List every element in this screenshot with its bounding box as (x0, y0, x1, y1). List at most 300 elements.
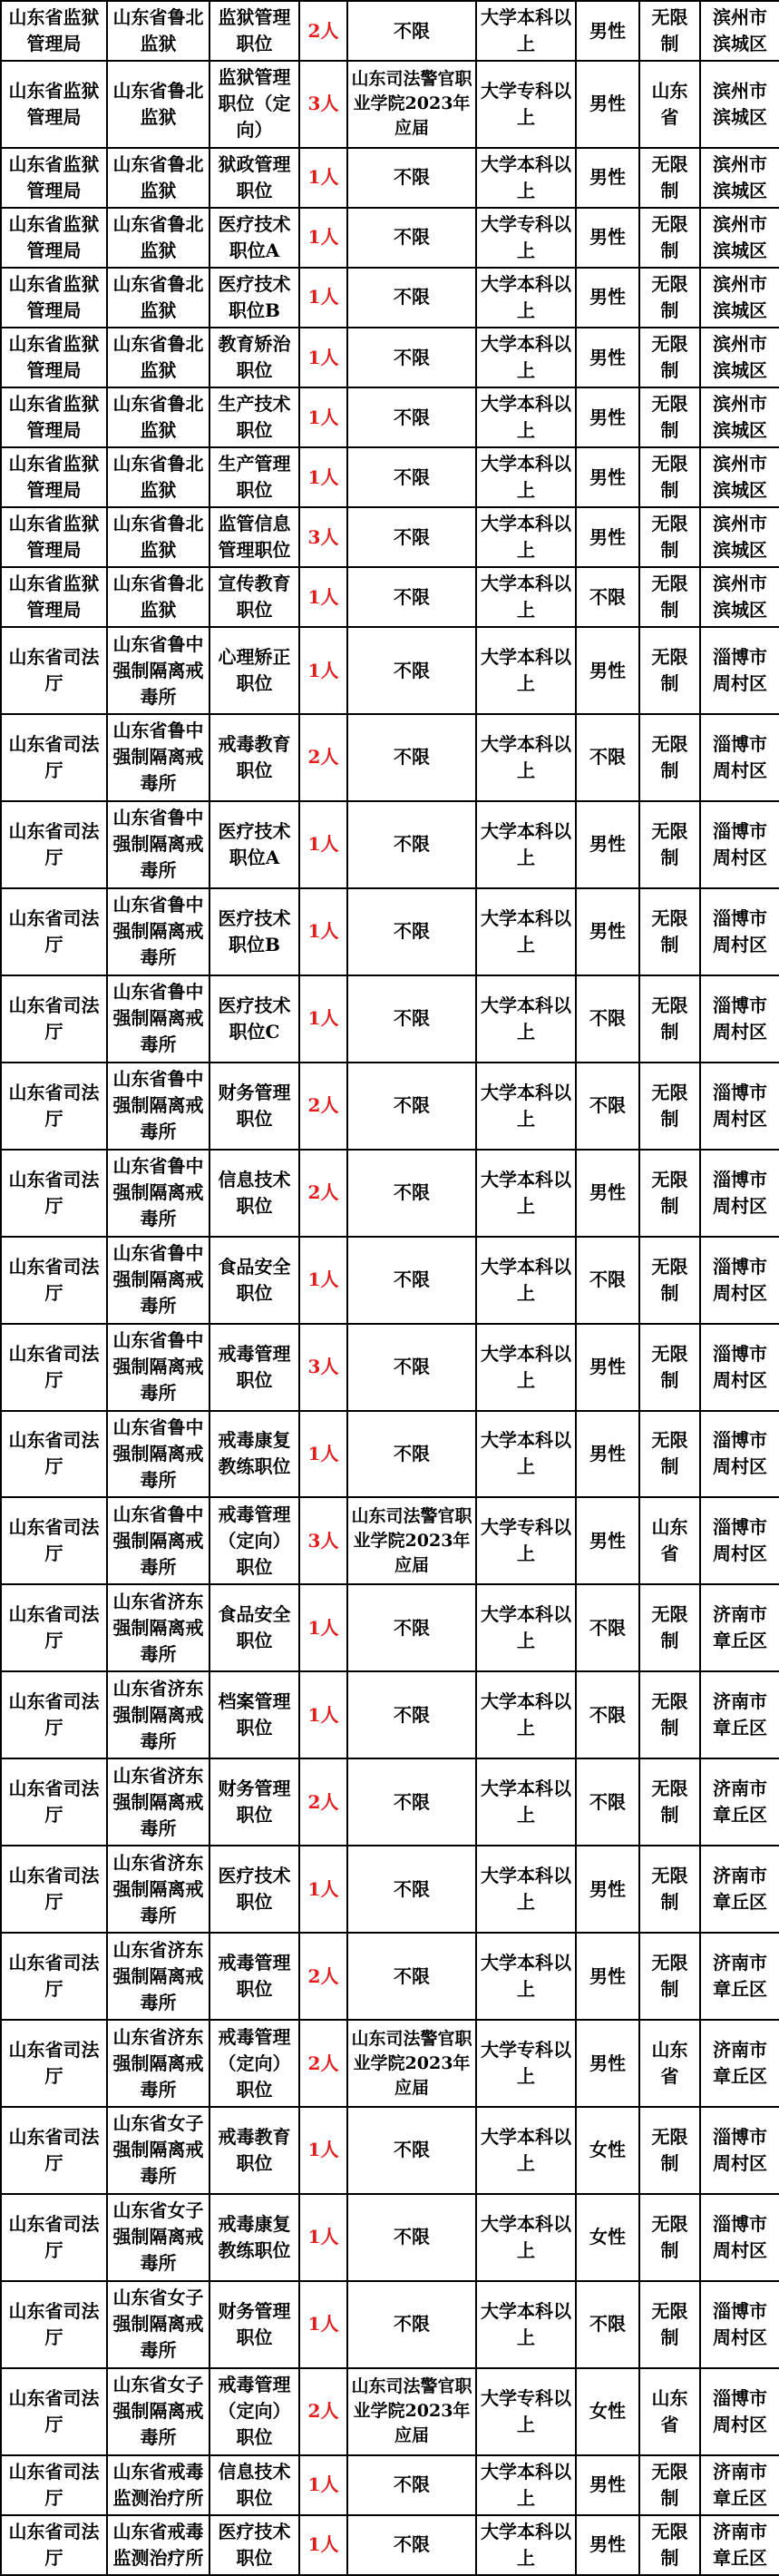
cell-education: 大学本科以上 (476, 2194, 576, 2281)
cell-household-origin: 无限制 (639, 1671, 700, 1758)
cell-headcount: 1人 (299, 2281, 347, 2368)
cell-gender: 不限 (576, 1671, 639, 1758)
cell-department: 山东省司法厅 (1, 714, 107, 801)
cell-education: 大学本科以上 (476, 387, 576, 447)
cell-gender: 男性 (576, 328, 639, 387)
cell-position: 戒毒管理（定向）职位 (209, 2020, 299, 2107)
cell-major-requirement: 不限 (347, 1933, 476, 2020)
cell-position: 心理矫正职位 (209, 627, 299, 714)
cell-education: 大学本科以上 (476, 1411, 576, 1498)
cell-headcount: 1人 (299, 1671, 347, 1758)
cell-department: 山东省监狱管理局 (1, 328, 107, 387)
cell-household-origin: 无限制 (639, 447, 700, 507)
cell-headcount: 2人 (299, 1, 347, 61)
cell-organization: 山东省鲁中强制隔离戒毒所 (107, 1411, 209, 1498)
cell-department: 山东省司法厅 (1, 2020, 107, 2107)
cell-organization: 山东省鲁中强制隔离戒毒所 (107, 801, 209, 888)
cell-headcount: 1人 (299, 627, 347, 714)
cell-department: 山东省司法厅 (1, 975, 107, 1063)
cell-household-origin: 山东省 (639, 2368, 700, 2455)
cell-major-requirement: 不限 (347, 801, 476, 888)
table-row (1, 2194, 779, 2281)
table-row (1, 2515, 779, 2575)
cell-organization: 山东省济东强制隔离戒毒所 (107, 1671, 209, 1758)
cell-headcount: 1人 (299, 1584, 347, 1671)
cell-organization: 山东省鲁中强制隔离戒毒所 (107, 1150, 209, 1237)
cell-department: 山东省司法厅 (1, 2455, 107, 2515)
cell-gender: 不限 (576, 1063, 639, 1150)
cell-education: 大学专科以上 (476, 2368, 576, 2455)
cell-work-location: 济南市章丘区 (700, 1584, 779, 1671)
cell-work-location: 淄博市周村区 (700, 2281, 779, 2368)
cell-major-requirement: 不限 (347, 1411, 476, 1498)
table-row (1, 1324, 779, 1411)
cell-work-location: 济南市章丘区 (700, 1933, 779, 2020)
cell-education: 大学本科以上 (476, 1324, 576, 1411)
table-row (1, 801, 779, 888)
cell-major-requirement: 不限 (347, 1063, 476, 1150)
cell-position: 医疗技术职位A (209, 208, 299, 268)
cell-organization: 山东省济东强制隔离戒毒所 (107, 2020, 209, 2107)
cell-headcount: 2人 (299, 1933, 347, 2020)
table-row (1, 447, 779, 507)
table-row (1, 2455, 779, 2515)
table-row (1, 1, 779, 61)
cell-organization: 山东省鲁北监狱 (107, 268, 209, 328)
cell-household-origin: 山东省 (639, 1497, 700, 1584)
cell-work-location: 滨州市滨城区 (700, 328, 779, 387)
cell-department: 山东省司法厅 (1, 1497, 107, 1584)
table-row (1, 888, 779, 975)
cell-major-requirement: 不限 (347, 1150, 476, 1237)
cell-position: 戒毒教育职位 (209, 714, 299, 801)
cell-department: 山东省监狱管理局 (1, 387, 107, 447)
cell-household-origin: 无限制 (639, 2455, 700, 2515)
cell-organization: 山东省女子强制隔离戒毒所 (107, 2281, 209, 2368)
cell-household-origin: 无限制 (639, 208, 700, 268)
table-row (1, 208, 779, 268)
cell-education: 大学本科以上 (476, 714, 576, 801)
cell-education: 大学专科以上 (476, 1497, 576, 1584)
cell-education: 大学本科以上 (476, 888, 576, 975)
cell-department: 山东省监狱管理局 (1, 567, 107, 627)
cell-education: 大学本科以上 (476, 627, 576, 714)
cell-gender: 男性 (576, 2455, 639, 2515)
cell-headcount: 3人 (299, 61, 347, 148)
cell-household-origin: 无限制 (639, 2194, 700, 2281)
cell-education: 大学本科以上 (476, 268, 576, 328)
cell-education: 大学本科以上 (476, 1150, 576, 1237)
cell-major-requirement: 不限 (347, 1671, 476, 1758)
cell-organization: 山东省戒毒监测治疗所 (107, 2515, 209, 2575)
cell-organization: 山东省鲁北监狱 (107, 61, 209, 148)
cell-work-location: 滨州市滨城区 (700, 268, 779, 328)
cell-headcount: 1人 (299, 328, 347, 387)
cell-work-location: 淄博市周村区 (700, 801, 779, 888)
cell-gender: 不限 (576, 975, 639, 1063)
cell-education: 大学本科以上 (476, 2281, 576, 2368)
cell-gender: 男性 (576, 1933, 639, 2020)
table-row (1, 1758, 779, 1846)
cell-major-requirement: 不限 (347, 1758, 476, 1846)
cell-gender: 女性 (576, 2194, 639, 2281)
cell-organization: 山东省女子强制隔离戒毒所 (107, 2194, 209, 2281)
cell-work-location: 滨州市滨城区 (700, 567, 779, 627)
cell-major-requirement: 不限 (347, 2107, 476, 2194)
cell-major-requirement: 不限 (347, 387, 476, 447)
cell-department: 山东省司法厅 (1, 1411, 107, 1498)
table-row (1, 148, 779, 208)
cell-department: 山东省司法厅 (1, 1584, 107, 1671)
cell-organization: 山东省鲁北监狱 (107, 387, 209, 447)
cell-headcount: 2人 (299, 2020, 347, 2107)
table-row (1, 1933, 779, 2020)
table-row (1, 2020, 779, 2107)
cell-education: 大学本科以上 (476, 1237, 576, 1324)
cell-major-requirement: 山东司法警官职业学院2023年应届 (347, 2020, 476, 2107)
cell-work-location: 济南市章丘区 (700, 2020, 779, 2107)
cell-gender: 男性 (576, 387, 639, 447)
cell-work-location: 淄博市周村区 (700, 1150, 779, 1237)
cell-organization: 山东省女子强制隔离戒毒所 (107, 2107, 209, 2194)
cell-household-origin: 无限制 (639, 1758, 700, 1846)
cell-department: 山东省司法厅 (1, 1324, 107, 1411)
cell-work-location: 滨州市滨城区 (700, 148, 779, 208)
cell-position: 医疗技术职位 (209, 1846, 299, 1933)
cell-household-origin: 无限制 (639, 801, 700, 888)
table-row (1, 975, 779, 1063)
table-row (1, 2368, 779, 2455)
cell-organization: 山东省女子强制隔离戒毒所 (107, 2368, 209, 2455)
cell-headcount: 1人 (299, 975, 347, 1063)
cell-work-location: 济南市章丘区 (700, 1758, 779, 1846)
cell-household-origin: 无限制 (639, 1, 700, 61)
cell-major-requirement: 不限 (347, 2455, 476, 2515)
cell-headcount: 2人 (299, 1150, 347, 1237)
cell-major-requirement: 不限 (347, 2281, 476, 2368)
cell-education: 大学本科以上 (476, 1063, 576, 1150)
cell-gender: 男性 (576, 208, 639, 268)
cell-position: 食品安全职位 (209, 1237, 299, 1324)
cell-gender: 不限 (576, 1237, 639, 1324)
cell-headcount: 1人 (299, 1846, 347, 1933)
cell-department: 山东省司法厅 (1, 1846, 107, 1933)
cell-headcount: 3人 (299, 1497, 347, 1584)
cell-major-requirement: 不限 (347, 714, 476, 801)
cell-organization: 山东省鲁北监狱 (107, 148, 209, 208)
cell-gender: 男性 (576, 1324, 639, 1411)
cell-department: 山东省司法厅 (1, 627, 107, 714)
cell-headcount: 1人 (299, 567, 347, 627)
cell-major-requirement: 不限 (347, 447, 476, 507)
cell-work-location: 淄博市周村区 (700, 2107, 779, 2194)
cell-headcount: 1人 (299, 447, 347, 507)
cell-organization: 山东省鲁中强制隔离戒毒所 (107, 888, 209, 975)
cell-education: 大学本科以上 (476, 1584, 576, 1671)
cell-department: 山东省司法厅 (1, 1063, 107, 1150)
cell-work-location: 滨州市滨城区 (700, 387, 779, 447)
cell-education: 大学本科以上 (476, 1933, 576, 2020)
cell-department: 山东省司法厅 (1, 2107, 107, 2194)
cell-major-requirement: 不限 (347, 1324, 476, 1411)
cell-household-origin: 无限制 (639, 567, 700, 627)
cell-work-location: 淄博市周村区 (700, 714, 779, 801)
cell-work-location: 淄博市周村区 (700, 1237, 779, 1324)
table-row (1, 1846, 779, 1933)
cell-gender: 男性 (576, 1150, 639, 1237)
cell-work-location: 淄博市周村区 (700, 1324, 779, 1411)
cell-department: 山东省监狱管理局 (1, 1, 107, 61)
cell-education: 大学本科以上 (476, 2455, 576, 2515)
cell-headcount: 1人 (299, 801, 347, 888)
cell-department: 山东省司法厅 (1, 2515, 107, 2575)
cell-education: 大学专科以上 (476, 2020, 576, 2107)
cell-organization: 山东省济东强制隔离戒毒所 (107, 1846, 209, 1933)
cell-major-requirement: 山东司法警官职业学院2023年应届 (347, 61, 476, 148)
cell-major-requirement: 山东司法警官职业学院2023年应届 (347, 2368, 476, 2455)
cell-gender: 男性 (576, 801, 639, 888)
cell-department: 山东省司法厅 (1, 1933, 107, 2020)
cell-household-origin: 无限制 (639, 1846, 700, 1933)
cell-position: 教育矫治职位 (209, 328, 299, 387)
table-row (1, 328, 779, 387)
cell-headcount: 1人 (299, 2515, 347, 2575)
cell-household-origin: 无限制 (639, 507, 700, 567)
cell-gender: 不限 (576, 567, 639, 627)
cell-organization: 山东省鲁北监狱 (107, 328, 209, 387)
cell-major-requirement: 不限 (347, 1, 476, 61)
cell-position: 档案管理职位 (209, 1671, 299, 1758)
cell-position: 监狱管理职位 (209, 1, 299, 61)
cell-major-requirement: 不限 (347, 888, 476, 975)
cell-position: 生产技术职位 (209, 387, 299, 447)
cell-organization: 山东省鲁北监狱 (107, 567, 209, 627)
cell-organization: 山东省鲁中强制隔离戒毒所 (107, 1497, 209, 1584)
cell-position: 医疗技术职位B (209, 888, 299, 975)
cell-headcount: 1人 (299, 208, 347, 268)
cell-work-location: 淄博市周村区 (700, 2368, 779, 2455)
cell-household-origin: 无限制 (639, 2281, 700, 2368)
cell-headcount: 3人 (299, 1324, 347, 1411)
cell-household-origin: 无限制 (639, 2515, 700, 2575)
cell-household-origin: 无限制 (639, 1933, 700, 2020)
cell-household-origin: 无限制 (639, 328, 700, 387)
cell-headcount: 1人 (299, 2107, 347, 2194)
cell-department: 山东省监狱管理局 (1, 268, 107, 328)
table-row (1, 567, 779, 627)
cell-major-requirement: 不限 (347, 1584, 476, 1671)
table-row (1, 1584, 779, 1671)
table-row (1, 1063, 779, 1150)
cell-household-origin: 无限制 (639, 1063, 700, 1150)
cell-work-location: 淄博市周村区 (700, 1063, 779, 1150)
table-row (1, 2107, 779, 2194)
cell-work-location: 淄博市周村区 (700, 627, 779, 714)
cell-education: 大学本科以上 (476, 328, 576, 387)
cell-household-origin: 山东省 (639, 2020, 700, 2107)
cell-position: 戒毒管理职位 (209, 1324, 299, 1411)
cell-gender: 不限 (576, 714, 639, 801)
cell-gender: 男性 (576, 1411, 639, 1498)
cell-household-origin: 无限制 (639, 1237, 700, 1324)
cell-work-location: 淄博市周村区 (700, 888, 779, 975)
cell-position: 医疗技术职位B (209, 268, 299, 328)
cell-headcount: 1人 (299, 2455, 347, 2515)
cell-position: 财务管理职位 (209, 2281, 299, 2368)
cell-position: 监狱管理职位（定向） (209, 61, 299, 148)
cell-work-location: 滨州市滨城区 (700, 507, 779, 567)
cell-position: 戒毒管理职位 (209, 1933, 299, 2020)
cell-work-location: 淄博市周村区 (700, 2194, 779, 2281)
cell-major-requirement: 山东司法警官职业学院2023年应届 (347, 1497, 476, 1584)
cell-department: 山东省司法厅 (1, 888, 107, 975)
cell-major-requirement: 不限 (347, 975, 476, 1063)
cell-headcount: 1人 (299, 148, 347, 208)
cell-major-requirement: 不限 (347, 627, 476, 714)
cell-organization: 山东省济东强制隔离戒毒所 (107, 1933, 209, 2020)
cell-household-origin: 无限制 (639, 1150, 700, 1237)
cell-gender: 不限 (576, 1758, 639, 1846)
cell-organization: 山东省济东强制隔离戒毒所 (107, 1758, 209, 1846)
cell-household-origin: 山东省 (639, 61, 700, 148)
cell-position: 戒毒教育职位 (209, 2107, 299, 2194)
cell-gender: 男性 (576, 148, 639, 208)
cell-work-location: 济南市章丘区 (700, 1846, 779, 1933)
cell-education: 大学本科以上 (476, 1846, 576, 1933)
cell-gender: 男性 (576, 447, 639, 507)
cell-department: 山东省监狱管理局 (1, 507, 107, 567)
cell-education: 大学本科以上 (476, 148, 576, 208)
cell-education: 大学本科以上 (476, 447, 576, 507)
cell-position: 宣传教育职位 (209, 567, 299, 627)
cell-headcount: 1人 (299, 888, 347, 975)
cell-gender: 男性 (576, 507, 639, 567)
cell-work-location: 滨州市滨城区 (700, 208, 779, 268)
cell-headcount: 2人 (299, 2368, 347, 2455)
cell-department: 山东省司法厅 (1, 1237, 107, 1324)
cell-headcount: 2人 (299, 1063, 347, 1150)
table-row (1, 714, 779, 801)
cell-education: 大学本科以上 (476, 2515, 576, 2575)
cell-household-origin: 无限制 (639, 1324, 700, 1411)
cell-gender: 男性 (576, 268, 639, 328)
cell-headcount: 1人 (299, 2194, 347, 2281)
cell-organization: 山东省鲁北监狱 (107, 447, 209, 507)
cell-position: 信息技术职位 (209, 1150, 299, 1237)
cell-major-requirement: 不限 (347, 148, 476, 208)
cell-department: 山东省监狱管理局 (1, 208, 107, 268)
cell-household-origin: 无限制 (639, 268, 700, 328)
cell-position: 信息技术职位 (209, 2455, 299, 2515)
cell-household-origin: 无限制 (639, 714, 700, 801)
cell-household-origin: 无限制 (639, 148, 700, 208)
cell-household-origin: 无限制 (639, 888, 700, 975)
cell-education: 大学本科以上 (476, 1, 576, 61)
table-row (1, 61, 779, 148)
cell-position: 监管信息管理职位 (209, 507, 299, 567)
cell-headcount: 1人 (299, 268, 347, 328)
cell-headcount: 1人 (299, 1411, 347, 1498)
cell-gender: 不限 (576, 1584, 639, 1671)
cell-department: 山东省司法厅 (1, 1150, 107, 1237)
cell-organization: 山东省济东强制隔离戒毒所 (107, 1584, 209, 1671)
cell-work-location: 淄博市周村区 (700, 975, 779, 1063)
cell-department: 山东省监狱管理局 (1, 61, 107, 148)
cell-gender: 女性 (576, 2107, 639, 2194)
table-row (1, 2281, 779, 2368)
cell-department: 山东省监狱管理局 (1, 148, 107, 208)
cell-gender: 男性 (576, 61, 639, 148)
cell-position: 戒毒管理（定向）职位 (209, 2368, 299, 2455)
cell-work-location: 淄博市周村区 (700, 1497, 779, 1584)
cell-headcount: 2人 (299, 1758, 347, 1846)
cell-position: 医疗技术职位 (209, 2515, 299, 2575)
cell-organization: 山东省鲁北监狱 (107, 1, 209, 61)
cell-gender: 男性 (576, 1497, 639, 1584)
cell-education: 大学本科以上 (476, 801, 576, 888)
cell-major-requirement: 不限 (347, 1237, 476, 1324)
cell-major-requirement: 不限 (347, 507, 476, 567)
cell-position: 财务管理职位 (209, 1758, 299, 1846)
cell-headcount: 1人 (299, 387, 347, 447)
cell-gender: 男性 (576, 627, 639, 714)
cell-major-requirement: 不限 (347, 2515, 476, 2575)
cell-work-location: 滨州市滨城区 (700, 1, 779, 61)
table-body (1, 1, 779, 2575)
cell-position: 财务管理职位 (209, 1063, 299, 1150)
cell-work-location: 滨州市滨城区 (700, 447, 779, 507)
cell-organization: 山东省鲁中强制隔离戒毒所 (107, 1324, 209, 1411)
cell-organization: 山东省鲁中强制隔离戒毒所 (107, 975, 209, 1063)
cell-household-origin: 无限制 (639, 387, 700, 447)
cell-position: 戒毒康复教练职位 (209, 2194, 299, 2281)
cell-department: 山东省司法厅 (1, 801, 107, 888)
cell-headcount: 1人 (299, 1237, 347, 1324)
cell-department: 山东省司法厅 (1, 1671, 107, 1758)
cell-education: 大学本科以上 (476, 507, 576, 567)
cell-education: 大学专科以上 (476, 208, 576, 268)
cell-department: 山东省司法厅 (1, 2368, 107, 2455)
cell-department: 山东省司法厅 (1, 2194, 107, 2281)
cell-headcount: 2人 (299, 714, 347, 801)
table-row (1, 507, 779, 567)
cell-position: 食品安全职位 (209, 1584, 299, 1671)
cell-gender: 女性 (576, 2368, 639, 2455)
cell-position: 戒毒管理（定向）职位 (209, 1497, 299, 1584)
cell-gender: 男性 (576, 2515, 639, 2575)
cell-work-location: 滨州市滨城区 (700, 61, 779, 148)
cell-organization: 山东省鲁中强制隔离戒毒所 (107, 1063, 209, 1150)
cell-position: 医疗技术职位C (209, 975, 299, 1063)
cell-household-origin: 无限制 (639, 975, 700, 1063)
table-row (1, 627, 779, 714)
table-row (1, 268, 779, 328)
cell-organization: 山东省鲁北监狱 (107, 507, 209, 567)
table-row (1, 1150, 779, 1237)
table-row (1, 1237, 779, 1324)
cell-major-requirement: 不限 (347, 268, 476, 328)
cell-gender: 男性 (576, 1846, 639, 1933)
cell-work-location: 济南市章丘区 (700, 2455, 779, 2515)
cell-major-requirement: 不限 (347, 1846, 476, 1933)
cell-household-origin: 无限制 (639, 1584, 700, 1671)
table-row (1, 1671, 779, 1758)
cell-organization: 山东省鲁中强制隔离戒毒所 (107, 714, 209, 801)
cell-gender: 男性 (576, 1, 639, 61)
cell-position: 生产管理职位 (209, 447, 299, 507)
cell-education: 大学本科以上 (476, 2107, 576, 2194)
cell-work-location: 济南市章丘区 (700, 2515, 779, 2575)
